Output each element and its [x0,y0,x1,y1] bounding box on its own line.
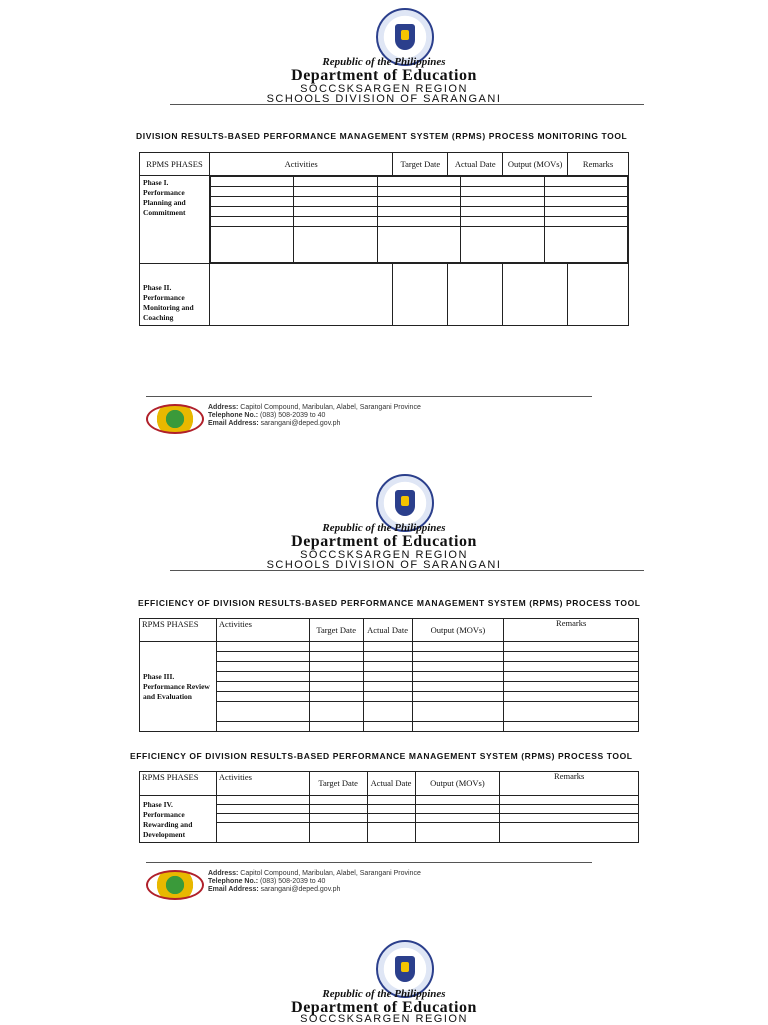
footer-divider [146,862,592,863]
phase-2-label: Phase II. Performance Monitoring and Coaching [140,264,210,326]
footer-text: Address: Capitol Compound, Maribulan, Alabel, Sarangani Province Telephone No.: (083) 508-2039 to 40 Email Address: sarangani@deped.gov.ph [208,404,421,427]
footer [146,864,656,908]
phase-1-label: Phase I. Performance Planning and Commitment [140,176,210,264]
header-activities: Activities [216,619,309,642]
header-remarks: Remarks [568,153,629,176]
phase-2-target [393,264,448,326]
phase-2-output [503,264,568,326]
header-target-date: Target Date [309,772,367,796]
header-output: Output (MOVs) [412,619,504,642]
department-title: Department of Education [291,533,477,550]
division-text: SCHOOLS DIVISION OF SARANGANI [266,559,502,571]
phase-2-remarks [568,264,629,326]
republic-text: Republic of the Philippines [322,56,446,68]
phase-2-activities [209,264,392,326]
region-text: SOCCSKSARGEN REGION [300,83,468,95]
header-actual-date: Actual Date [363,619,412,642]
table2-title: EFFICIENCY OF DIVISION RESULTS-BASED PERFORMANCE MANAGEMENT SYSTEM (RPMS) PROCESS TOOL [138,598,641,608]
header-output: Output (MOVs) [415,772,500,796]
header-rpms-phases: RPMS PHASES [140,772,217,796]
phase-1-grid [210,176,628,263]
sarangani-seal-icon [146,404,204,434]
header-activities: Activities [216,772,309,796]
department-title: Department of Education [291,67,477,84]
phase-2-actual [448,264,503,326]
header-rpms-phases: RPMS PHASES [140,619,217,642]
header-target-date: Target Date [393,153,448,176]
table1-title: DIVISION RESULTS-BASED PERFORMANCE MANAGEMENT SYSTEM (RPMS) PROCESS MONITORING TOOL [136,131,628,141]
efficiency-table-phase3 [139,618,639,732]
republic-text: Republic of the Philippines [322,988,446,1000]
monitoring-table [139,152,629,326]
footer-text: Address: Capitol Compound, Maribulan, Alabel, Sarangani Province Telephone No.: (083) 508-2039 to 40 Email Address: sarangani@deped.gov.ph [208,870,421,893]
phase-4-label: Phase IV. Performance Rewarding and Development [140,796,217,843]
header-activities: Activities [209,153,392,176]
header-actual-date: Actual Date [367,772,415,796]
header-divider [170,104,644,105]
header-rpms-phases: RPMS PHASES [140,153,210,176]
table3-title: EFFICIENCY OF DIVISION RESULTS-BASED PERFORMANCE MANAGEMENT SYSTEM (RPMS) PROCESS TOOL [130,751,633,761]
header-remarks: Remarks [504,619,639,642]
region-text: SOCCSKSARGEN REGION [300,1013,468,1025]
footer [146,398,656,442]
sarangani-seal-icon [146,870,204,900]
phase-3-label: Phase III. Performance Review and Evaluation [140,642,217,732]
header-target-date: Target Date [309,619,363,642]
header-actual-date: Actual Date [448,153,503,176]
department-title: Department of Education [291,999,477,1016]
region-text: SOCCSKSARGEN REGION [300,549,468,561]
efficiency-table-phase4 [139,771,639,843]
footer-divider [146,396,592,397]
header-output: Output (MOVs) [503,153,568,176]
header-remarks: Remarks [500,772,639,796]
phase-1-cells [209,176,628,264]
division-text: SCHOOLS DIVISION OF SARANGANI [266,93,502,105]
republic-text: Republic of the Philippines [322,522,446,534]
header-divider [170,570,644,571]
